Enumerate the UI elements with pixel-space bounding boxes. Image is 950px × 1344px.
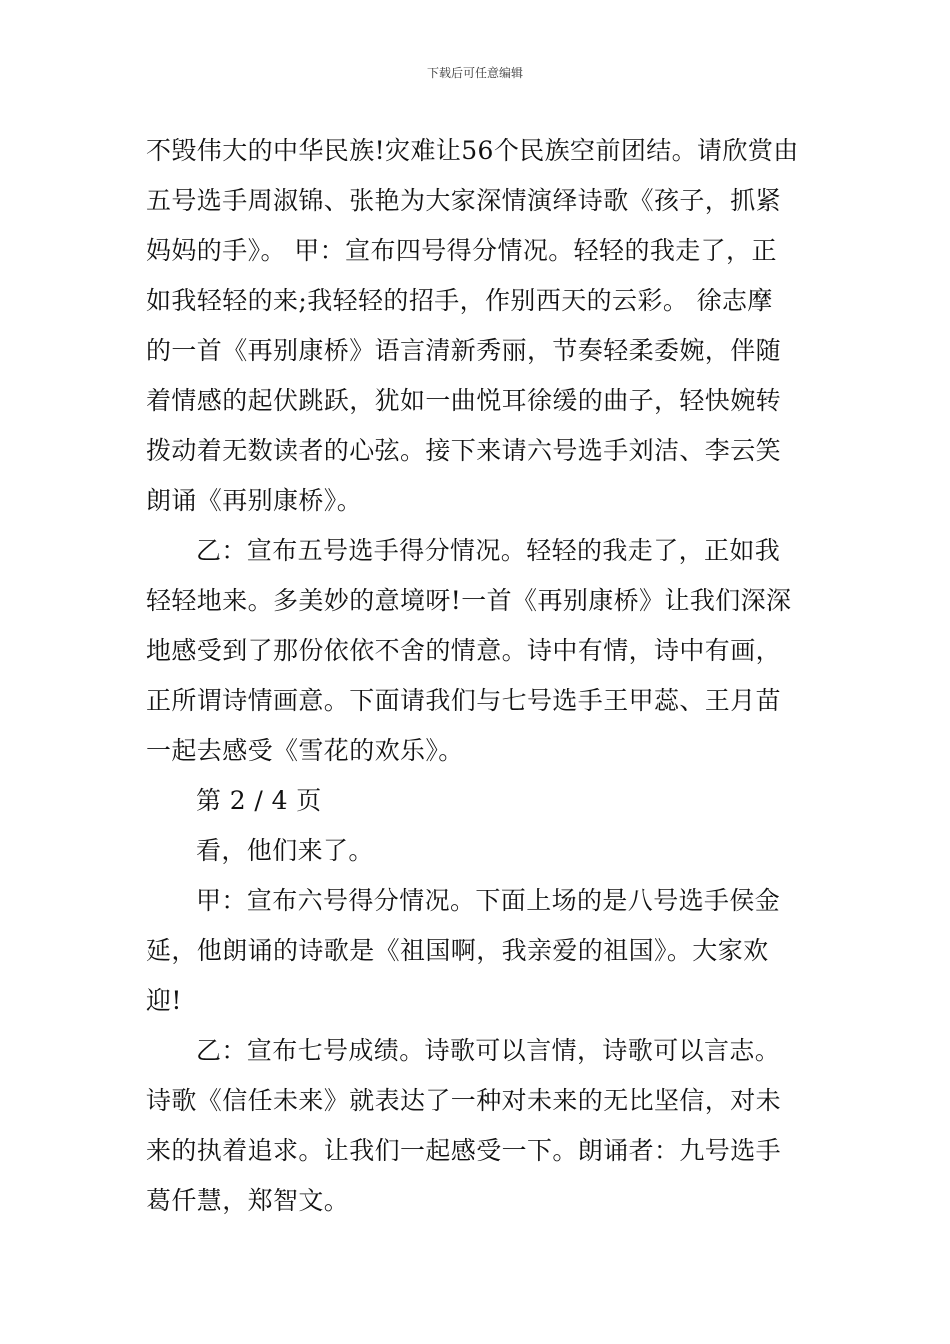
text-line: 乙：宣布五号选手得分情况。轻轻的我走了，正如我 [196,536,781,565]
text-line: 葛仟慧，郑智文。 [146,1186,350,1215]
text-line: 拨动着无数读者的心弦。接下来请六号选手刘洁、李云笑 [146,436,782,465]
text-line: 地感受到了那份依依不舍的情意。诗中有情，诗中有画， [146,636,782,665]
page-header: 下载后可任意编辑 [426,66,523,80]
text-line: 乙：宣布七号成绩。诗歌可以言情，诗歌可以言志。 [196,1036,781,1065]
text-line: 看，他们来了。 [196,836,374,865]
text-line: 五号选手周淑锦、张艳为大家深情演绎诗歌《孩子，抓紧 [146,186,782,215]
text-line: 朗诵《再别康桥》。 [146,486,363,515]
page-number: 第 2 / 4 页 [196,786,322,815]
document-body [146,126,808,1226]
text-line: 诗歌《信任未来》就表达了一种对未来的无比坚信，对未 [146,1086,782,1115]
text-line: 妈妈的手》。 甲：宣布四号得分情况。轻轻的我走了，正 [146,236,777,265]
text-line: 正所谓诗情画意。下面请我们与七号选手王甲蕊、王月苗 [146,686,782,715]
text-line: 着情感的起伏跳跃，犹如一曲悦耳徐缓的曲子，轻快婉转 [146,386,782,415]
text-line: 不毁伟大的中华民族!灾难让56个民族空前团结。请欣赏由 [146,136,799,165]
text-line: 延，他朗诵的诗歌是《祖国啊，我亲爱的祖国》。大家欢 [146,936,769,965]
text-line: 甲：宣布六号得分情况。下面上场的是八号选手侯金 [196,886,781,915]
text-line: 迎! [146,986,182,1015]
text-line: 的一首《再别康桥》语言清新秀丽，节奏轻柔委婉，伴随 [146,336,782,365]
text-line: 轻轻地来。多美妙的意境呀!一首《再别康桥》让我们深深 [146,586,792,615]
text-line: 一起去感受《雪花的欢乐》。 [146,736,464,765]
text-line: 如我轻轻的来;我轻轻的招手，作别西天的云彩。 徐志摩 [146,286,773,315]
text-line: 来的执着追求。让我们一起感受一下。朗诵者：九号选手 [146,1136,782,1165]
